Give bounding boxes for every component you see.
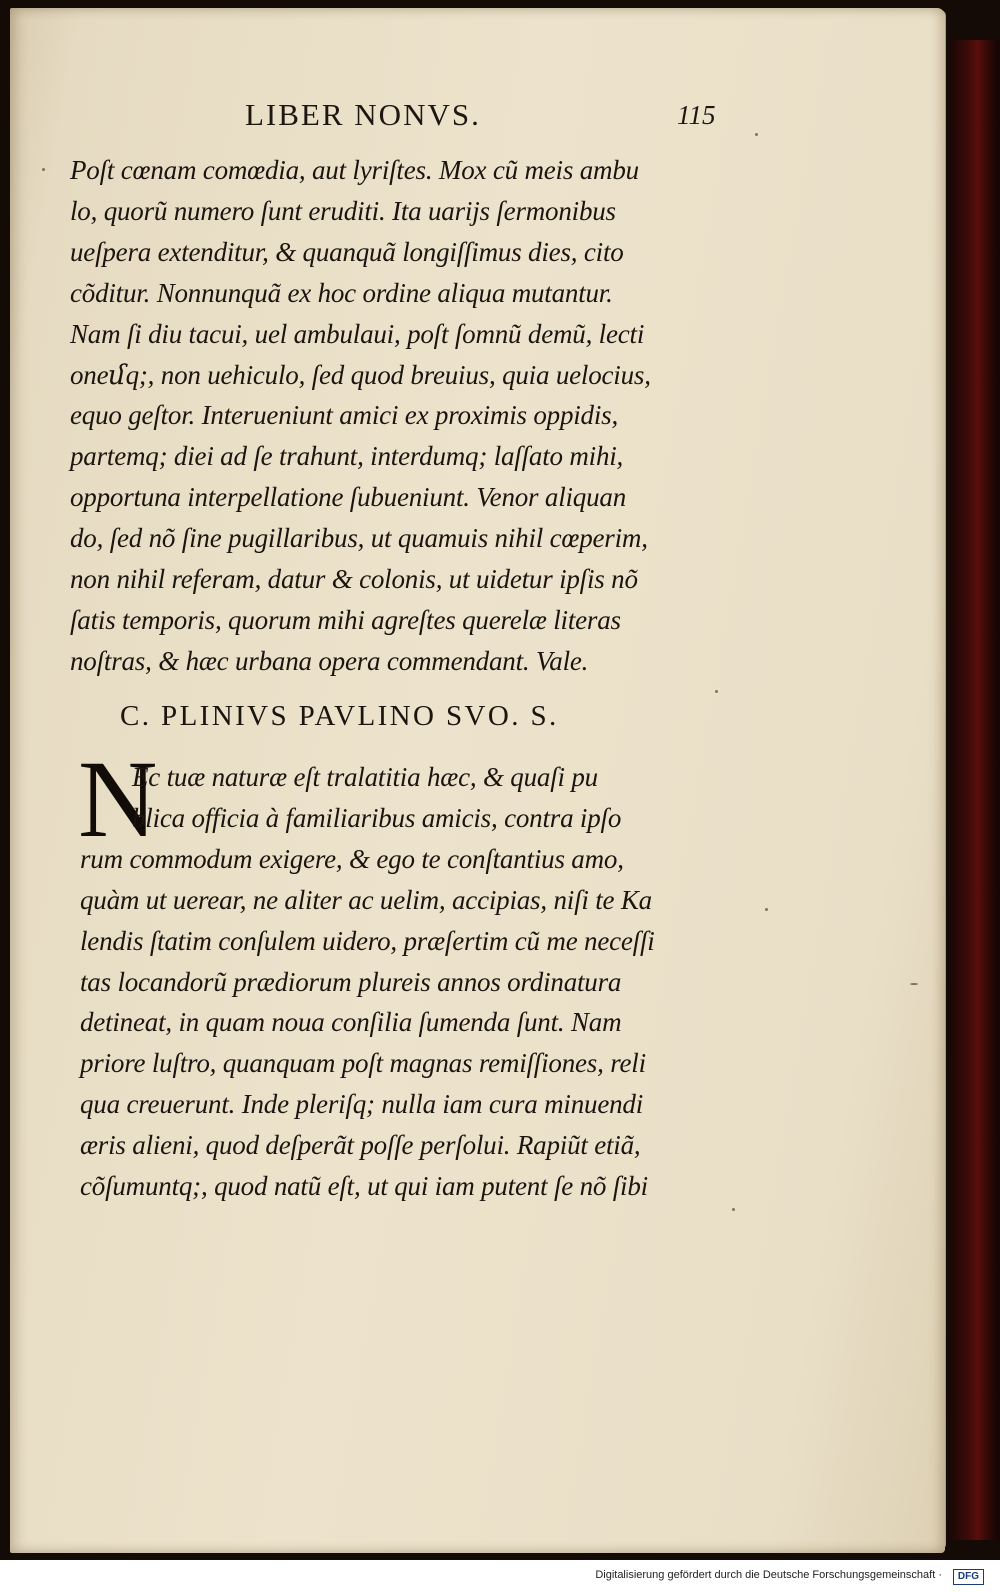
paper-speck (715, 690, 718, 693)
text-line: partemq; diei ad ſe trahunt, interdumq; laſſato mihi, (70, 441, 624, 472)
letter-line: qua creuerunt. Inde pleriſq; nulla iam cura minuendi (80, 1089, 644, 1120)
paper-speck (42, 168, 45, 171)
letter-line: lendis ſtatim conſulem uidero, præſertim cũ me neceſſi (80, 925, 655, 956)
text-block (70, 150, 735, 682)
letter-text-block (80, 757, 740, 1207)
letter-line: blica officia à familiaribus amicis, contra ipſo (132, 802, 622, 833)
running-head: LIBER NONVS. (245, 97, 481, 132)
page-number: 115 (677, 100, 716, 130)
decorated-initial: N (78, 738, 158, 860)
text-line: Nam ſi diu tacui, uel ambulaui, poſt ſomnũ demũ, lecti (70, 318, 645, 349)
text-line: ſatis temporis, quorum mihi agreſtes querelæ literas (70, 604, 621, 635)
text-line: lo, quorũ numero ſunt eruditi. Ita uarijs ſermonibus (70, 195, 616, 226)
text-line: noſtras, & hæc urbana opera commendant. Vale. (70, 645, 589, 676)
letter-line: priore luſtro, quanquam poſt magnas remiſſiones, reli (80, 1048, 646, 1079)
letter-line: quàm ut uerear, ne aliter ac uelim, accipias, niſi te Ka (80, 884, 652, 915)
text-line: oneմq;, non uehiculo, ſed quod breuius, quia uelocius, (70, 359, 651, 390)
letter-line: cõſumuntq;, quod natũ eſt, ut qui iam putent ſe nõ ſibi (80, 1171, 648, 1202)
funding-credit: Digitalisierung gefördert durch die Deutsche Forschungsgemeinschaft · (595, 1569, 942, 1581)
text-line: cõditur. Nonnunquã ex hoc ordine aliqua mutantur. (70, 277, 613, 308)
text-line: non nihil referam, datur & colonis, ut uidetur ipſis nõ (70, 564, 638, 595)
text-line: ueſpera extenditur, & quanquã longiſſimus dies, cito (70, 236, 624, 267)
paper-speck (910, 983, 918, 985)
dfg-logo: DFG (953, 1569, 984, 1585)
paper-speck (755, 133, 758, 136)
letter-line: detineat, in quam noua conſilia ſumenda ſunt. Nam (80, 1007, 622, 1038)
footer-bar (0, 1560, 1000, 1592)
book-cover-edge (950, 40, 1000, 1540)
letter-line: Ec tuæ naturæ eſt tralatitia hæc, & quaſi pu (132, 762, 598, 792)
text-line: do, ſed nõ ſine pugillaribus, ut quamuis nihil cœperim, (70, 523, 648, 554)
text-line: equo geſtor. Interueniunt amici ex proximis oppidis, (70, 400, 619, 431)
text-line: opportuna interpellatione ſubueniunt. Venor aliquan (70, 482, 627, 513)
letter-line: tas locandorũ prædiorum plureis annos ordinatura (80, 966, 622, 997)
text-line: Poſt cœnam comœdia, aut lyriſtes. Mox cũ meis ambu (70, 155, 639, 185)
letter-line: æris alieni, quod deſperãt poſſe perſolui. Rapiũt etiã, (80, 1130, 641, 1161)
paper-speck (732, 1208, 735, 1211)
paper-speck (765, 908, 768, 911)
letter-line: rum commodum exigere, & ego te conſtantius amo, (80, 843, 624, 874)
letter-heading: C. PLINIVS PAVLINO SVO. S. (120, 700, 559, 732)
